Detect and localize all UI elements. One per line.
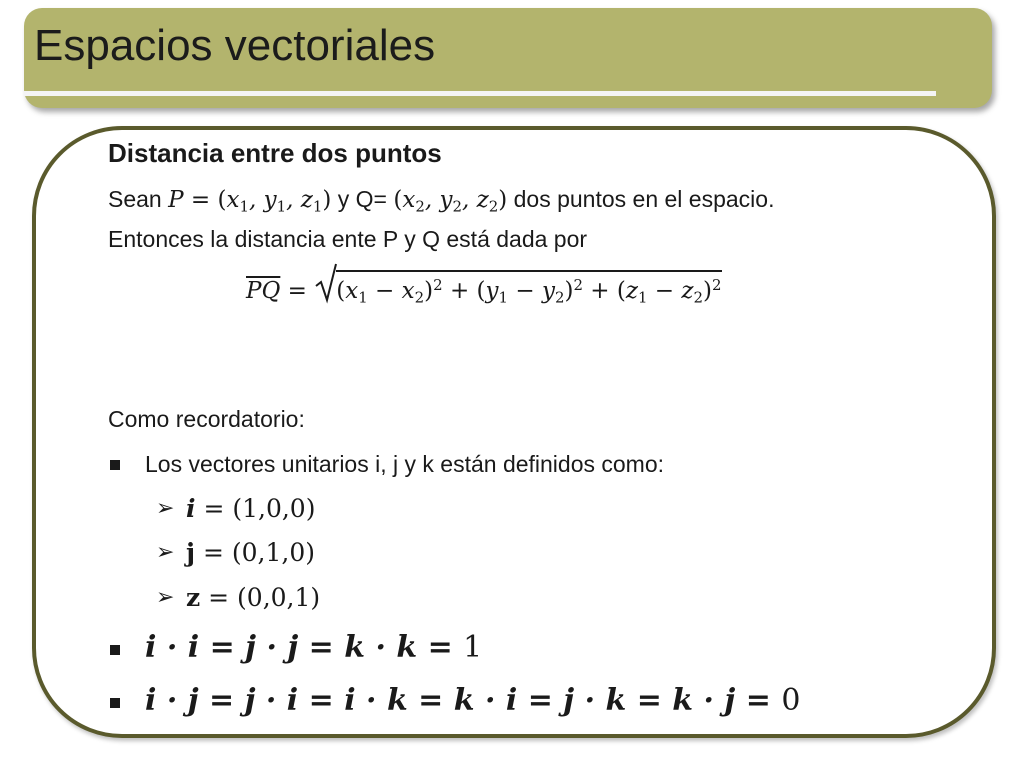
bullet-unit-vectors: Los vectores unitarios i, j y k están definidos como: bbox=[145, 451, 665, 477]
distance-formula: $\overline{PQ}$ = $(x_1 - x_2)^2 + (y_1 - y_2)^2 + (z_1 - z_2)^2$ bbox=[246, 266, 722, 307]
dot-product-cross: i · j = j · i = i · k = k · i = j · k = k · j = 0 bbox=[145, 683, 801, 718]
sentence-points: Sean $P = (x_1$, $y_1$, $z_1$) y $Q= (x_2$, $y_2$, $z_2$) dos puntos en el espacio. bbox=[108, 186, 775, 216]
reminder-label: Como recordatorio: bbox=[108, 406, 305, 432]
slide-title: Espacios vectoriales bbox=[34, 21, 436, 70]
unit-vector-i: i = (1,0,0) bbox=[186, 494, 316, 523]
point-p-eq: = ( bbox=[183, 187, 227, 213]
sqrt-icon bbox=[314, 260, 338, 304]
point-p-formula: P bbox=[168, 187, 184, 213]
arrow-bullet-icon: ➢ bbox=[156, 540, 175, 565]
point-p-coords: $x_1$, $y_1$, $z_1$ bbox=[226, 187, 323, 216]
square-bullet-icon bbox=[110, 645, 120, 655]
segment-pq: $\overline{PQ}$ bbox=[246, 278, 281, 305]
arrow-bullet-icon: ➢ bbox=[156, 496, 175, 521]
square-bullet-icon bbox=[110, 698, 120, 708]
unit-vector-j: j = (0,1,0) bbox=[186, 538, 316, 567]
sqrt-expression: $(x_1 - x_2)^2 + (y_1 - y_2)^2 + (z_1 - z_2)^2$ bbox=[314, 266, 721, 307]
point-q-coords: $x_2$, $y_2$, $z_2$ bbox=[402, 187, 499, 216]
sentence-distance: Entonces la distancia ente P y Q está dada por bbox=[108, 226, 588, 252]
title-underline bbox=[24, 91, 936, 96]
section-heading: Distancia entre dos puntos bbox=[108, 138, 442, 168]
sentence-suffix: dos puntos en el espacio. bbox=[513, 186, 775, 212]
sentence-prefix: Sean bbox=[108, 186, 162, 212]
arrow-bullet-icon: ➢ bbox=[156, 585, 175, 610]
unit-vector-z: z = (0,0,1) bbox=[186, 583, 321, 612]
square-bullet-icon bbox=[110, 460, 120, 470]
dot-product-self: i · i = j · j = k · k = 1 bbox=[145, 630, 483, 665]
sentence-y: y Q= bbox=[337, 186, 387, 212]
